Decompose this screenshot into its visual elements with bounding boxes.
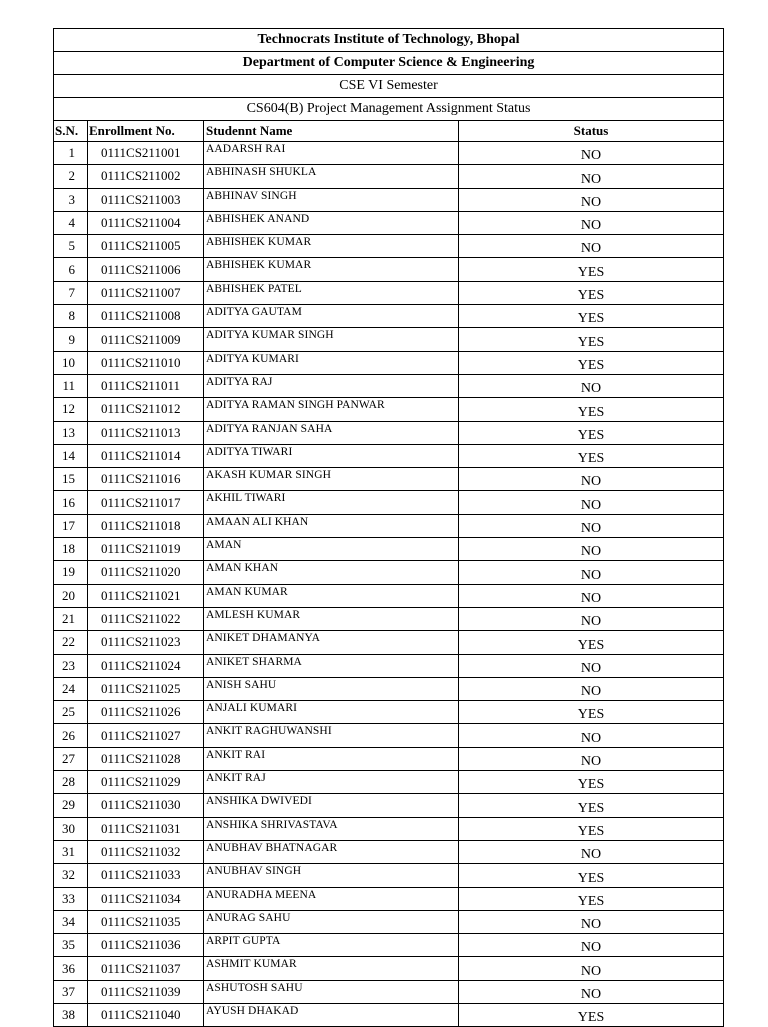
row-enrollment-cell: 0111CS211020 [88,561,204,584]
row-enrollment-cell: 0111CS211025 [88,677,204,700]
row-status-cell: NO [459,584,724,607]
row-name-cell: ANUBHAV SINGH [204,864,459,887]
column-header-name: Studennt Name [204,121,459,142]
row-status-cell: NO [459,374,724,397]
row-status-cell: YES [459,794,724,817]
row-enrollment-cell: 0111CS211003 [88,188,204,211]
row-status-cell: YES [459,817,724,840]
row-sn-cell: 3 [54,188,88,211]
row-sn-cell: 35 [54,934,88,957]
table-row [54,840,724,863]
row-name-cell: ADITYA RANJAN SAHA [204,421,459,444]
row-enrollment-cell: 0111CS211007 [88,281,204,304]
row-sn-cell: 1 [54,142,88,165]
row-sn-cell: 15 [54,468,88,491]
table-row [54,747,724,770]
row-enrollment-cell: 0111CS211024 [88,654,204,677]
row-status-cell: NO [459,910,724,933]
row-enrollment-cell: 0111CS211021 [88,584,204,607]
row-enrollment-cell: 0111CS211028 [88,747,204,770]
row-status-cell: NO [459,468,724,491]
row-status-cell: NO [459,514,724,537]
row-name-cell: ASHUTOSH SAHU [204,980,459,1003]
row-status-cell: NO [459,957,724,980]
row-name-cell: AMAN KUMAR [204,584,459,607]
row-name-cell: ANKIT RAJ [204,771,459,794]
row-enrollment-cell: 0111CS211012 [88,398,204,421]
semester-title: CSE VI Semester [54,75,724,98]
row-enrollment-cell: 0111CS211018 [88,514,204,537]
column-header-status: Status [459,121,724,142]
table-row [54,910,724,933]
row-enrollment-cell: 0111CS211001 [88,142,204,165]
row-status-cell: NO [459,561,724,584]
row-status-cell: NO [459,654,724,677]
row-status-cell: YES [459,701,724,724]
table-row [54,468,724,491]
row-sn-cell: 26 [54,724,88,747]
row-name-cell: ADITYA GAUTAM [204,305,459,328]
row-sn-cell: 2 [54,165,88,188]
table-row [54,281,724,304]
row-status-cell: YES [459,351,724,374]
row-name-cell: AKHIL TIWARI [204,491,459,514]
row-status-cell: NO [459,188,724,211]
row-name-cell: ADITYA KUMAR SINGH [204,328,459,351]
row-enrollment-cell: 0111CS211017 [88,491,204,514]
row-sn-cell: 13 [54,421,88,444]
table-row [54,514,724,537]
table-row [54,211,724,234]
row-name-cell: AKASH KUMAR SINGH [204,468,459,491]
row-status-cell: YES [459,887,724,910]
row-enrollment-cell: 0111CS211005 [88,235,204,258]
student-rows [54,142,724,1027]
table-row [54,724,724,747]
row-name-cell: ADITYA TIWARI [204,444,459,467]
row-enrollment-cell: 0111CS211035 [88,910,204,933]
row-enrollment-cell: 0111CS211009 [88,328,204,351]
row-enrollment-cell: 0111CS211039 [88,980,204,1003]
table-row [54,305,724,328]
table-row [54,421,724,444]
row-enrollment-cell: 0111CS211026 [88,701,204,724]
row-name-cell: ADITYA KUMARI [204,351,459,374]
row-sn-cell: 28 [54,771,88,794]
row-status-cell: YES [459,631,724,654]
row-name-cell: ANURADHA MEENA [204,887,459,910]
row-name-cell: ANURAG SAHU [204,910,459,933]
row-sn-cell: 16 [54,491,88,514]
row-sn-cell: 4 [54,211,88,234]
table-row [54,328,724,351]
table-row [54,561,724,584]
table-row [54,701,724,724]
table-row [54,398,724,421]
row-enrollment-cell: 0111CS211014 [88,444,204,467]
row-sn-cell: 10 [54,351,88,374]
row-status-cell: NO [459,165,724,188]
row-enrollment-cell: 0111CS211040 [88,1003,204,1026]
row-name-cell: ANSHIKA DWIVEDI [204,794,459,817]
row-status-cell: YES [459,258,724,281]
row-enrollment-cell: 0111CS211013 [88,421,204,444]
row-name-cell: ABHISHEK ANAND [204,211,459,234]
row-enrollment-cell: 0111CS211029 [88,771,204,794]
row-name-cell: AMAN [204,538,459,561]
table-row [54,351,724,374]
row-sn-cell: 24 [54,677,88,700]
row-sn-cell: 37 [54,980,88,1003]
row-status-cell: YES [459,328,724,351]
row-enrollment-cell: 0111CS211027 [88,724,204,747]
row-status-cell: YES [459,864,724,887]
table-row [54,864,724,887]
table-row [54,677,724,700]
row-name-cell: ABHINASH SHUKLA [204,165,459,188]
row-sn-cell: 31 [54,840,88,863]
assignment-status-table [53,28,724,1027]
row-status-cell: NO [459,235,724,258]
table-row [54,934,724,957]
row-status-cell: NO [459,747,724,770]
table-row [54,957,724,980]
row-name-cell: AYUSH DHAKAD [204,1003,459,1026]
row-sn-cell: 18 [54,538,88,561]
row-enrollment-cell: 0111CS211010 [88,351,204,374]
row-status-cell: NO [459,980,724,1003]
row-status-cell: YES [459,281,724,304]
subject-title: CS604(B) Project Management Assignment Status [54,98,724,121]
institute-title: Technocrats Institute of Technology, Bhopal [54,29,724,52]
row-enrollment-cell: 0111CS211030 [88,794,204,817]
row-sn-cell: 12 [54,398,88,421]
row-name-cell: ANISH SAHU [204,677,459,700]
row-enrollment-cell: 0111CS211006 [88,258,204,281]
row-name-cell: ARPIT GUPTA [204,934,459,957]
row-name-cell: AMAAN ALI KHAN [204,514,459,537]
row-status-cell: NO [459,934,724,957]
row-name-cell: ANKIT RAI [204,747,459,770]
table-row [54,607,724,630]
row-enrollment-cell: 0111CS211004 [88,211,204,234]
table-row [54,654,724,677]
row-status-cell: NO [459,677,724,700]
column-header-enrollment: Enrollment No. [88,121,204,142]
row-sn-cell: 11 [54,374,88,397]
row-sn-cell: 8 [54,305,88,328]
row-enrollment-cell: 0111CS211034 [88,887,204,910]
row-sn-cell: 25 [54,701,88,724]
row-name-cell: ANIKET DHAMANYA [204,631,459,654]
row-sn-cell: 21 [54,607,88,630]
column-header-sn: S.N. [54,121,88,142]
row-status-cell: YES [459,398,724,421]
row-status-cell: NO [459,724,724,747]
row-enrollment-cell: 0111CS211033 [88,864,204,887]
row-status-cell: YES [459,444,724,467]
table-row [54,258,724,281]
row-status-cell: NO [459,538,724,561]
row-enrollment-cell: 0111CS211036 [88,934,204,957]
table-row [54,1003,724,1026]
row-name-cell: ANJALI KUMARI [204,701,459,724]
row-sn-cell: 6 [54,258,88,281]
table-row [54,980,724,1003]
row-sn-cell: 22 [54,631,88,654]
row-name-cell: ANUBHAV BHATNAGAR [204,840,459,863]
table-row [54,491,724,514]
row-status-cell: YES [459,421,724,444]
row-name-cell: ADITYA RAMAN SINGH PANWAR [204,398,459,421]
row-sn-cell: 9 [54,328,88,351]
table-row [54,538,724,561]
row-sn-cell: 20 [54,584,88,607]
row-sn-cell: 14 [54,444,88,467]
row-sn-cell: 23 [54,654,88,677]
table-row [54,374,724,397]
row-name-cell: AMLESH KUMAR [204,607,459,630]
row-name-cell: ANKIT RAGHUWANSHI [204,724,459,747]
row-name-cell: AMAN KHAN [204,561,459,584]
row-sn-cell: 17 [54,514,88,537]
table-row [54,584,724,607]
table-row [54,887,724,910]
row-status-cell: YES [459,771,724,794]
row-enrollment-cell: 0111CS211032 [88,840,204,863]
department-title: Department of Computer Science & Engineering [54,52,724,75]
table-row [54,165,724,188]
row-sn-cell: 27 [54,747,88,770]
row-status-cell: NO [459,840,724,863]
row-enrollment-cell: 0111CS211022 [88,607,204,630]
row-enrollment-cell: 0111CS211008 [88,305,204,328]
row-enrollment-cell: 0111CS211023 [88,631,204,654]
row-name-cell: ANIKET SHARMA [204,654,459,677]
row-name-cell: ASHMIT KUMAR [204,957,459,980]
row-sn-cell: 36 [54,957,88,980]
row-name-cell: ABHINAV SINGH [204,188,459,211]
row-enrollment-cell: 0111CS211016 [88,468,204,491]
row-sn-cell: 29 [54,794,88,817]
row-name-cell: AADARSH RAI [204,142,459,165]
row-name-cell: ABHISHEK PATEL [204,281,459,304]
table-row [54,817,724,840]
table-row [54,771,724,794]
table-row [54,444,724,467]
table-row [54,188,724,211]
row-sn-cell: 7 [54,281,88,304]
table-row [54,142,724,165]
row-name-cell: ABHISHEK KUMAR [204,258,459,281]
row-name-cell: ABHISHEK KUMAR [204,235,459,258]
row-name-cell: ANSHIKA SHRIVASTAVA [204,817,459,840]
table-row [54,631,724,654]
row-enrollment-cell: 0111CS211037 [88,957,204,980]
row-enrollment-cell: 0111CS211031 [88,817,204,840]
row-status-cell: YES [459,305,724,328]
row-enrollment-cell: 0111CS211019 [88,538,204,561]
row-status-cell: NO [459,607,724,630]
row-sn-cell: 30 [54,817,88,840]
row-status-cell: NO [459,491,724,514]
row-status-cell: NO [459,142,724,165]
row-sn-cell: 32 [54,864,88,887]
table-row [54,794,724,817]
row-status-cell: YES [459,1003,724,1026]
row-sn-cell: 38 [54,1003,88,1026]
row-enrollment-cell: 0111CS211011 [88,374,204,397]
row-sn-cell: 33 [54,887,88,910]
row-sn-cell: 5 [54,235,88,258]
row-enrollment-cell: 0111CS211002 [88,165,204,188]
table-row [54,235,724,258]
row-sn-cell: 34 [54,910,88,933]
row-sn-cell: 19 [54,561,88,584]
row-status-cell: NO [459,211,724,234]
row-name-cell: ADITYA RAJ [204,374,459,397]
